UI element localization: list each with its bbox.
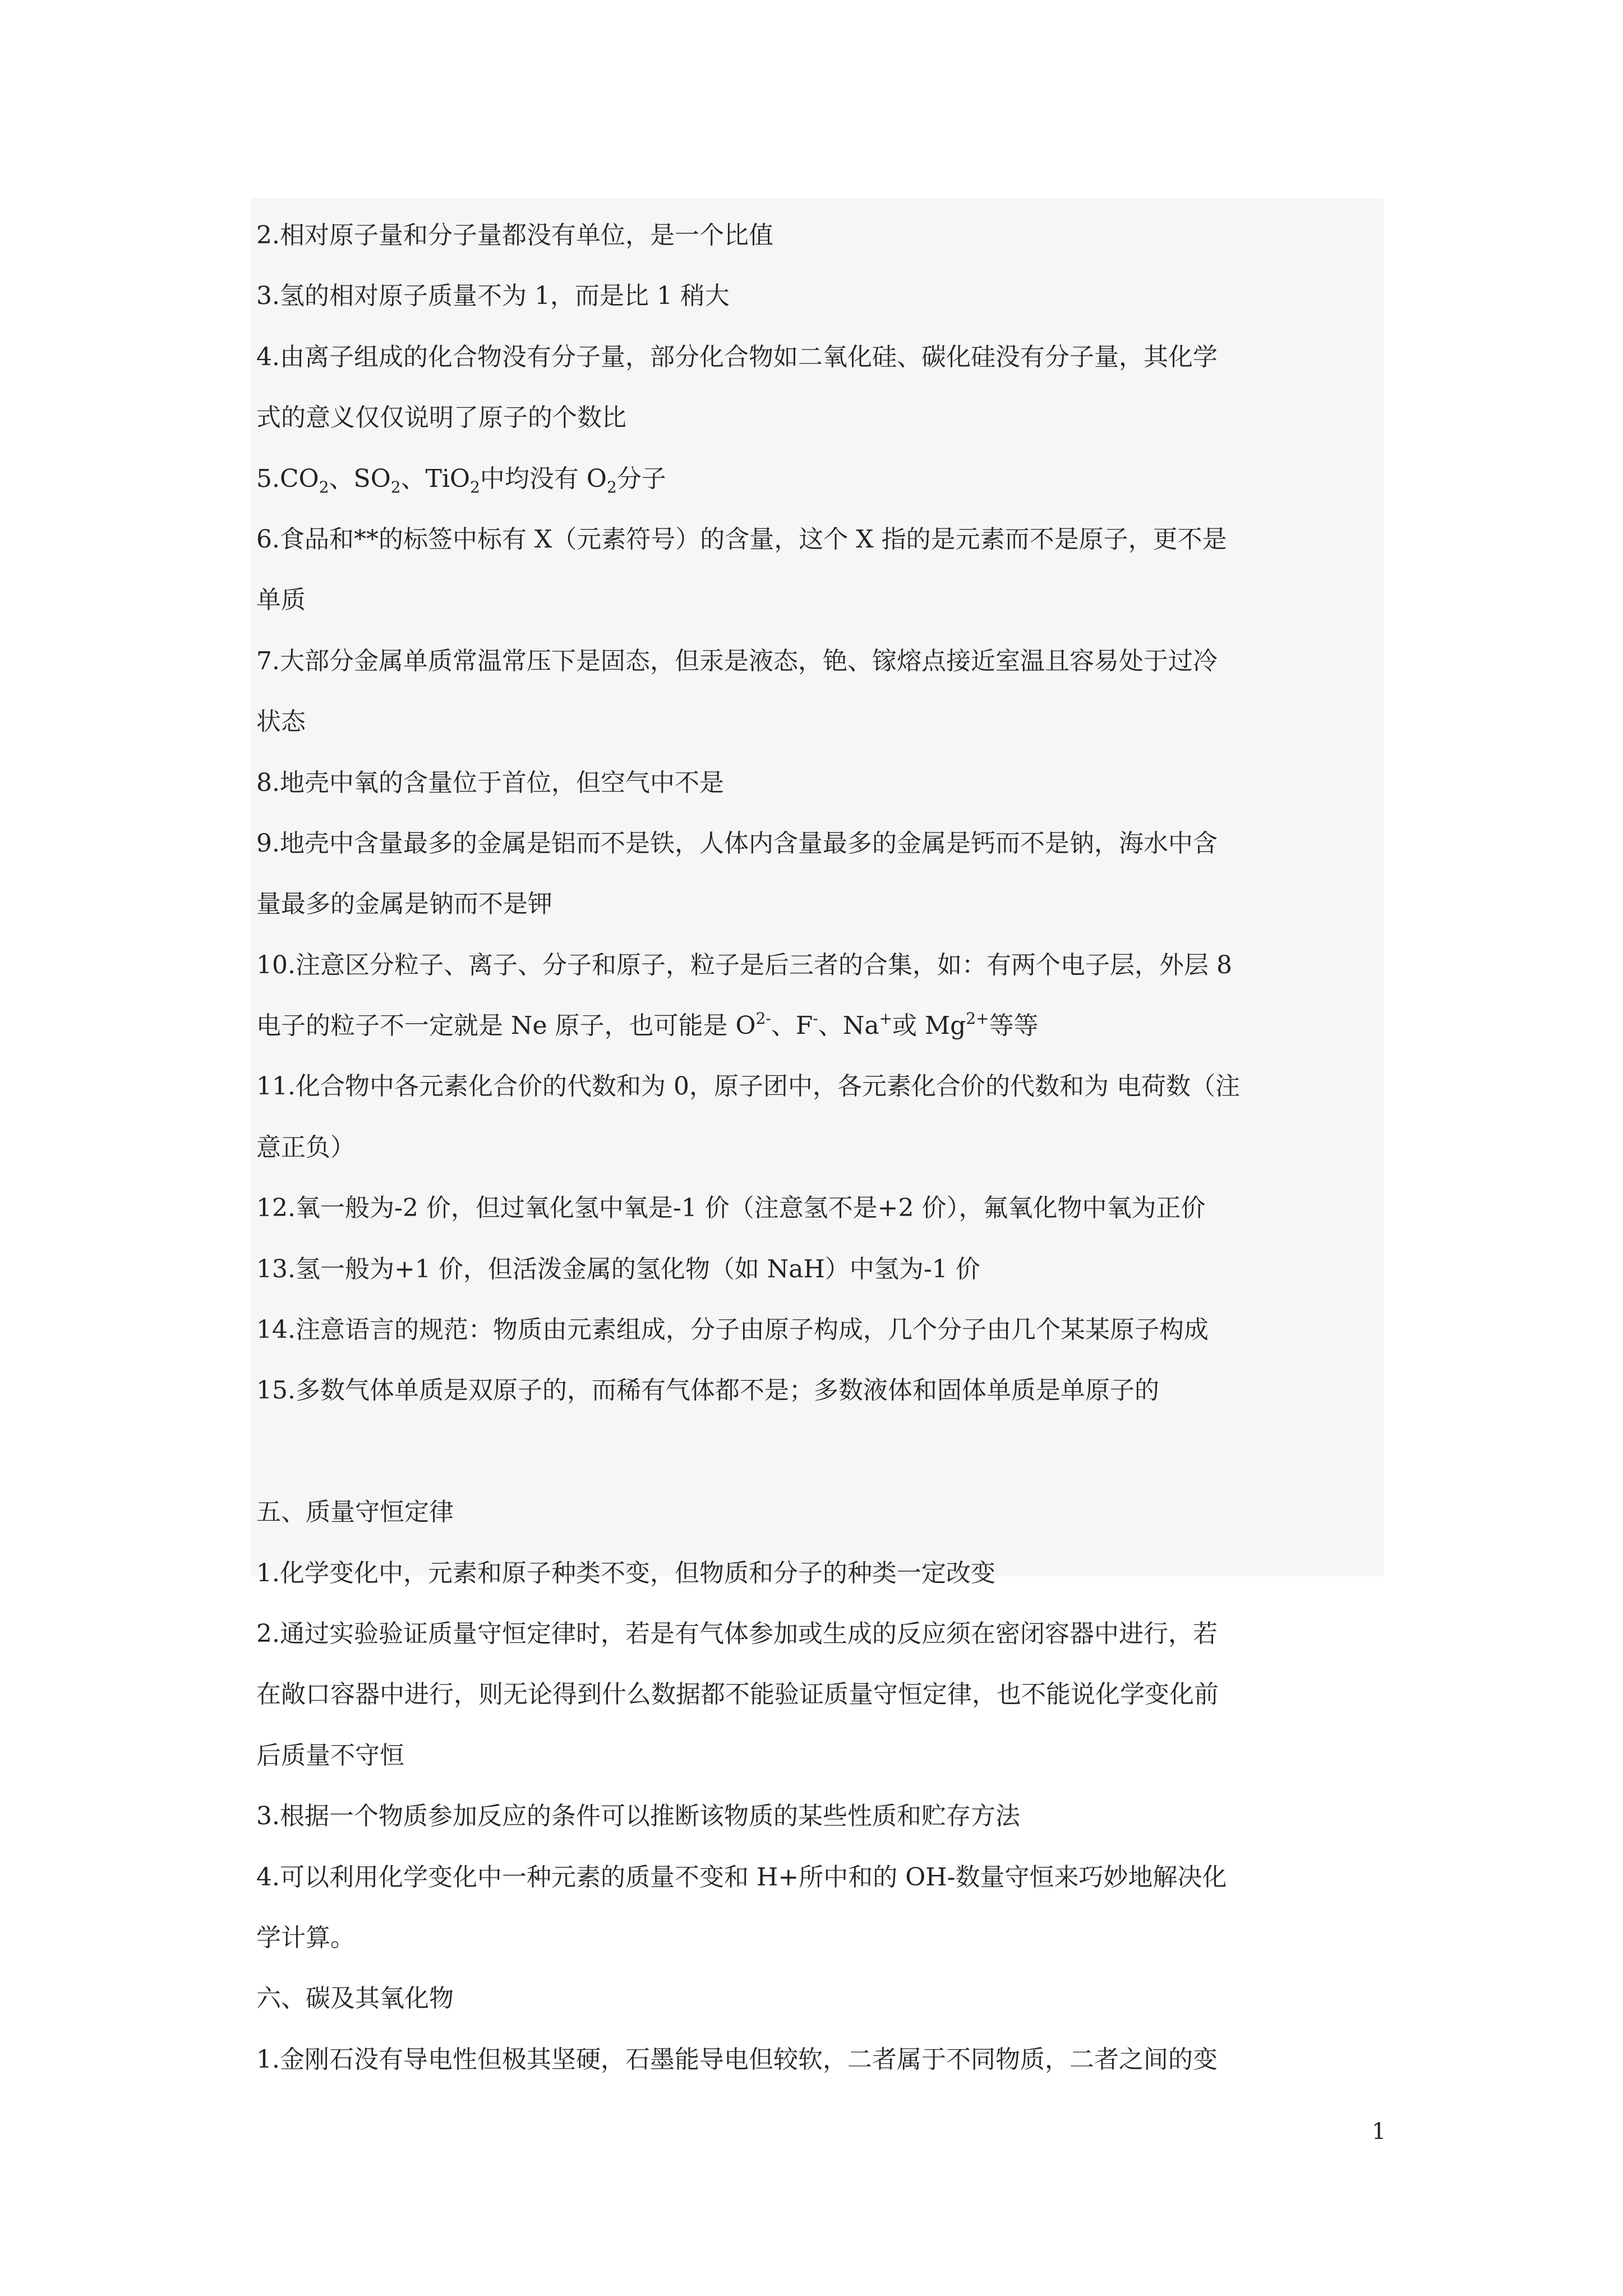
text-line: 1.金刚石没有导电性但极其坚硬，石墨能导电但较软，二者属于不同物质，二者之间的变 [256,2045,1218,2074]
text-line: 10.注意区分粒子、离子、分子和原子，粒子是后三者的合集，如：有两个电子层，外层 8 [256,950,1232,979]
text-line: 9.地壳中含量最多的金属是铝而不是铁，人体内含量最多的金属是钙而不是钠，海水中含 [256,829,1218,858]
text-line: 2.相对原子量和分子量都没有单位，是一个比值 [256,221,773,250]
text-span: 5.CO [256,464,319,493]
text-line: 量最多的金属是钠而不是钾 [256,890,552,919]
document-body [256,205,1381,2090]
text-line: 13.氢一般为+1 价，但活泼金属的氢化物（如 NaH）中氢为-1 价 [256,1254,980,1283]
section-heading: 五、质量守恒定律 [256,1498,454,1527]
text-line-formula [256,449,1381,509]
superscript: 2+ [966,1009,989,1028]
text-line: 后质量不守恒 [256,1741,404,1770]
text-line: 15.多数气体单质是双原子的，而稀有气体都不是；多数液体和固体单质是单原子的 [256,1376,1159,1405]
section-heading: 六、碳及其氧化物 [256,1984,454,2013]
text-span: 、Na [818,1011,879,1041]
text-line: 状态 [256,707,306,737]
text-line: 2.通过实验验证质量守恒定律时，若是有气体参加或生成的反应须在密闭容器中进行，若 [256,1619,1218,1648]
text-line: 4.可以利用化学变化中一种元素的质量不变和 H+所中和的 OH-数量守恒来巧妙地解决化 [256,1862,1227,1892]
text-line: 在敞口容器中进行，则无论得到什么数据都不能验证质量守恒定律，也不能说化学变化前 [256,1680,1219,1709]
text-span: 等等 [989,1011,1039,1041]
text-line: 式的意义仅仅说明了原子的个数比 [256,403,626,432]
subscript: 2 [606,477,617,496]
subscript: 2 [390,477,401,496]
text-span: 、TiO [400,464,471,493]
superscript: - [813,1009,818,1028]
text-line: 4.由离子组成的化合物没有分子量，部分化合物如二氧化硅、碳化硅没有分子量，其化学 [256,342,1218,371]
text-span: 中均没有 O [479,464,607,493]
text-span: 、F [771,1011,813,1041]
text-span: 电子的粒子不一定就是 Ne 原子，也可能是 O [256,1011,756,1041]
blank-line [256,1421,1381,1482]
subscript: 2 [319,477,329,496]
text-line: 3.氢的相对原子质量不为 1，而是比 1 稍大 [256,282,730,311]
text-line: 1.化学变化中，元素和原子种类不变，但物质和分子的种类一定改变 [256,1558,995,1588]
text-span: 或 Mg [892,1011,966,1041]
text-line: 7.大部分金属单质常温常压下是固态，但汞是液态，铯、镓熔点接近室温且容易处于过冷 [256,646,1218,675]
text-line: 单质 [256,586,306,615]
text-line: 学计算。 [256,1923,355,1952]
text-line: 6.食品和**的标签中标有 X（元素符号）的含量，这个 X 指的是元素而不是原子，更不是 [256,524,1227,554]
text-line: 11.化合物中各元素化合价的代数和为 0，原子团中，各元素化合价的代数和为 电荷数（注 [256,1072,1240,1101]
text-line: 3.根据一个物质参加反应的条件可以推断该物质的某些性质和贮存方法 [256,1802,1020,1831]
text-line: 14.注意语言的规范：物质由元素组成，分子由原子构成，几个分子由几个某某原子构成 [256,1315,1209,1345]
superscript: + [879,1009,893,1028]
text-line: 意正负） [256,1133,355,1162]
text-span: 、SO [329,464,391,493]
page-number: 1 [1372,2119,1386,2145]
text-line: 12.氧一般为-2 价，但过氧化氢中氧是-1 价（注意氢不是+2 价），氟氧化物中氧为正价 [256,1194,1206,1223]
text-span: 分子 [616,464,666,493]
subscript: 2 [470,477,480,496]
text-line: 8.地壳中氧的含量位于首位，但空气中不是 [256,768,724,797]
text-line-ions [256,996,1381,1056]
superscript: 2- [755,1009,771,1028]
